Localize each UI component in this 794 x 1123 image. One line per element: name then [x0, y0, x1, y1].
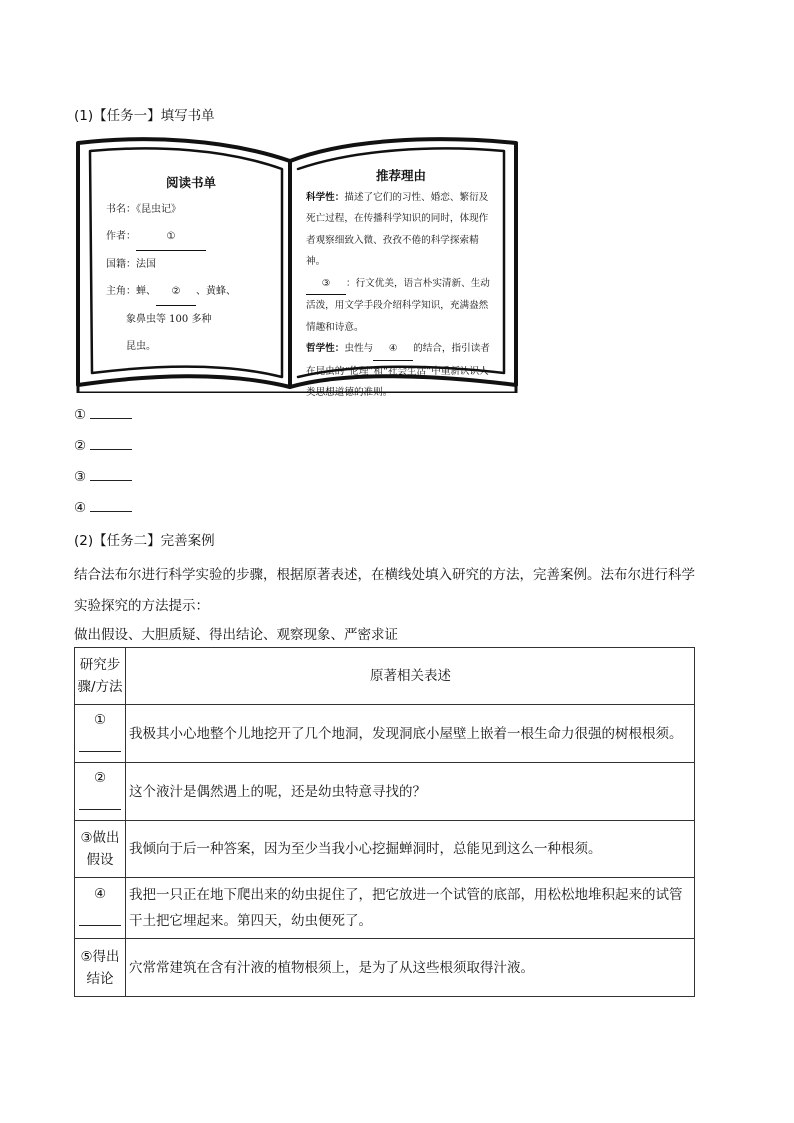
table-row [75, 705, 695, 763]
task1-title: (1)【任务一】填写书单 [74, 108, 215, 124]
protagonist-blank: ② [156, 278, 196, 306]
literary-reason: ③ ：行文优美，语言朴实清新、生动活泼，用文学手段介绍科学知识，充满盎然情趣和诗意。 [306, 273, 496, 339]
author-blank: ① [136, 223, 206, 251]
description-cell: 我极其小心地整个儿地挖开了几个地洞，发现洞底小屋壁上嵌着一根生命力很强的树根根须。 [126, 705, 695, 763]
description-cell: 这个液汁是偶然遇上的呢，还是幼虫特意寻找的？ [126, 763, 695, 821]
step-blank-4[interactable] [79, 905, 121, 926]
answer-line-2: ② [74, 436, 132, 454]
table-row [75, 878, 695, 939]
table-row [75, 763, 695, 821]
answer-line-1: ① [74, 405, 132, 423]
step-cell: ⑤得出结论 [75, 939, 126, 997]
book-right-page [306, 165, 496, 404]
step-blank-2[interactable] [79, 789, 121, 810]
step-cell: ③做出假设 [75, 821, 126, 878]
scientific-reason: 科学性：描述了它们的习性、婚恋、繁衍及死亡过程，在传播科学知识的同时，体现作者观察细致入微、孜孜不倦的科学探索精神。 [306, 191, 489, 267]
case-table [74, 647, 695, 997]
method-hints: 做出假设、大胆质疑、得出结论、观察现象、严密求证 [74, 627, 398, 643]
philosophical-reason: 哲学性：虫性与 ④ 的结合，指引读者在昆虫的“伦理”和“社会生活”中重新认识人类思想道德的准则。 [306, 338, 496, 404]
table-row [75, 821, 695, 878]
description-cell: 穴常常建筑在含有汁液的植物根须上，是为了从这些根须取得汁液。 [126, 939, 695, 997]
step-cell: ② [75, 763, 126, 821]
literary-blank: ③ [306, 273, 346, 296]
answer-blank-2[interactable] [90, 436, 132, 450]
protagonist-row: 主角：蝉、 ② 、黄蜂、 [106, 278, 276, 306]
book-figure [76, 131, 518, 398]
answer-line-3: ③ [74, 467, 132, 485]
description-cell: 我倾向于后一种答案，因为至少当我小心挖掘蝉洞时，总能见到这么一种根须。 [126, 821, 695, 878]
nationality-row: 国籍：法国 [106, 259, 156, 270]
table-header-row [75, 648, 695, 705]
description-cell: 我把一只正在地下爬出来的幼虫捉住了，把它放进一个试管的底部，用松松地堆积起来的试管干土把它埋起来。第四天，幼虫便死了。 [126, 878, 695, 939]
answer-blank-1[interactable] [90, 405, 132, 419]
table-row [75, 939, 695, 997]
answer-blank-3[interactable] [90, 467, 132, 481]
answer-blank-4[interactable] [90, 498, 132, 512]
protagonist-line3: 昆虫。 [126, 341, 156, 352]
philosophical-blank: ④ [373, 338, 413, 361]
step-cell: ① [75, 705, 126, 763]
header-step: 研究步骤/方法 [75, 648, 126, 705]
protagonist-line2: 象鼻虫等 100 多种 [126, 314, 212, 325]
author-row: 作者： ① [106, 223, 276, 251]
book-left-page [106, 169, 276, 360]
task2-title: (2)【任务二】完善案例 [74, 533, 215, 549]
step-cell: ④ [75, 878, 126, 939]
header-description: 原著相关表述 [126, 648, 695, 705]
step-blank-1[interactable] [79, 731, 121, 752]
reading-list-heading: 阅读书单 [165, 175, 216, 190]
answer-line-4: ④ [74, 498, 132, 516]
task2-description: 结合法布尔进行科学实验的步骤，根据原著表述，在横线处填入研究的方法，完善案例。法布尔进行科学实验探究的方法提示： [74, 567, 695, 614]
book-name: 书名：《昆虫记》 [106, 204, 181, 215]
reasons-heading: 推荐理由 [375, 168, 426, 183]
